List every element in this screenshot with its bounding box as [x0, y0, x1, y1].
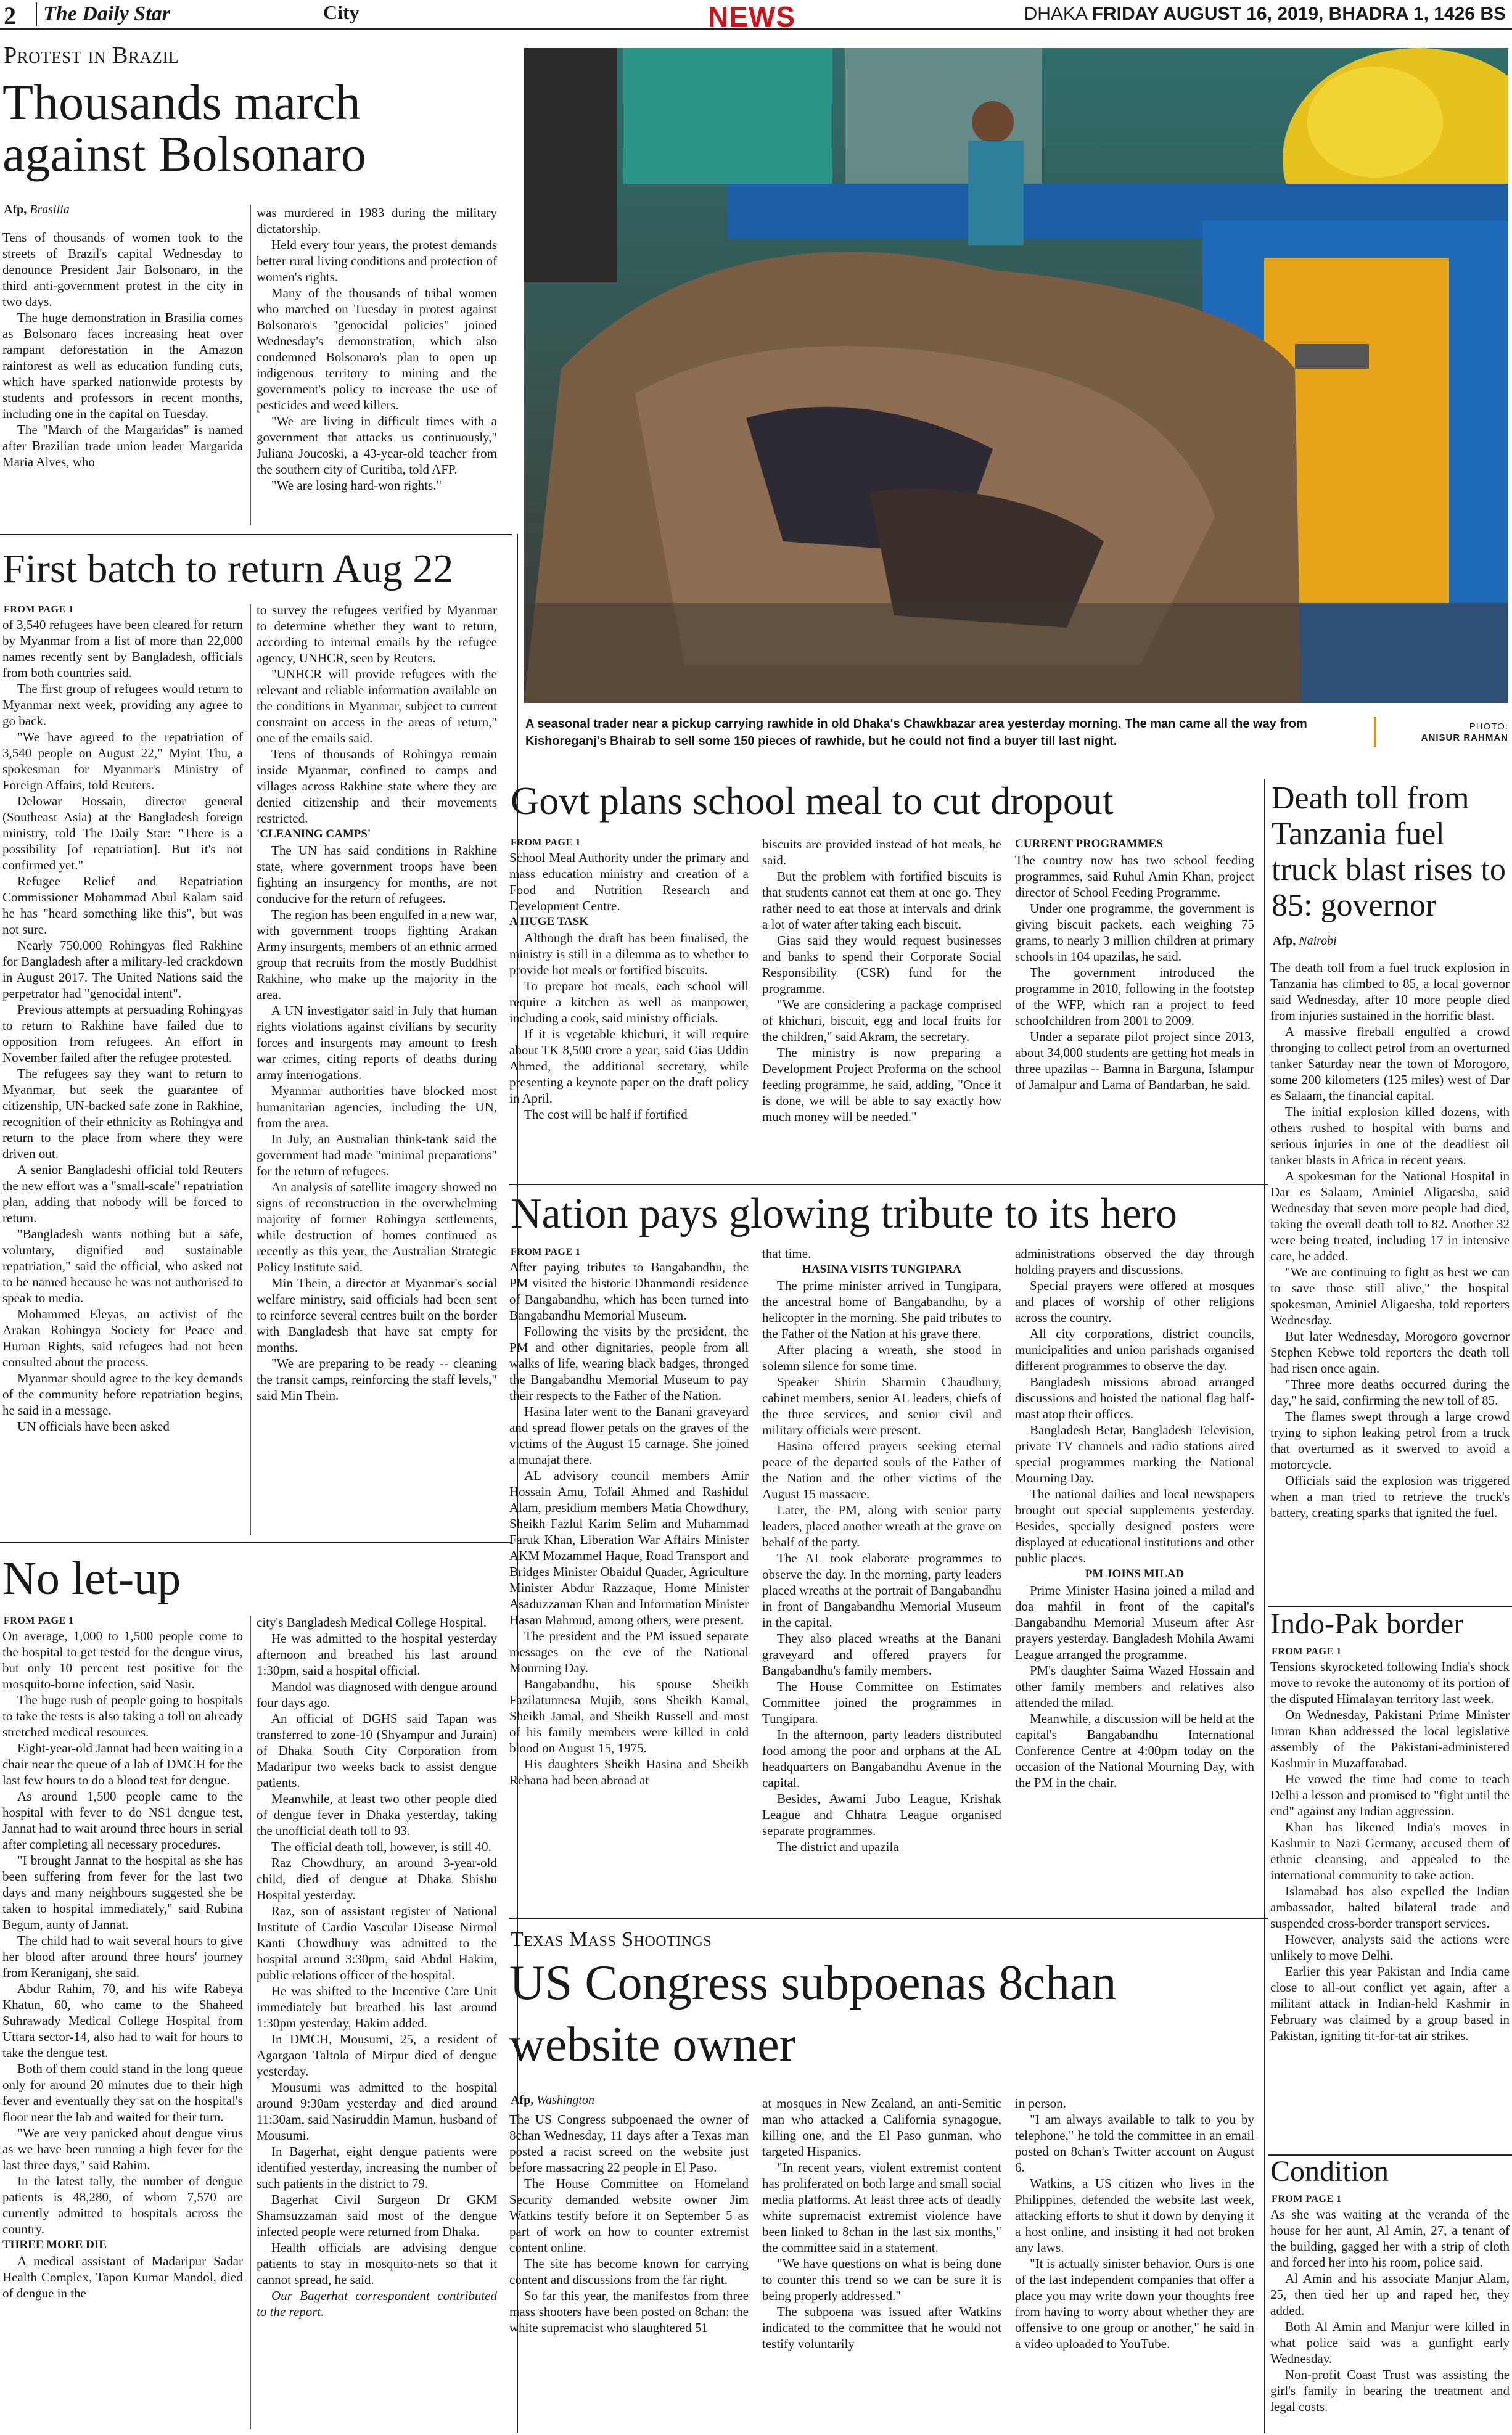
- paragraph: Bagerhat Civil Surgeon Dr GKM Shamsuzzaman said most of the dengue infected people were returned from Dhaka.: [257, 2192, 497, 2239]
- paragraph: biscuits are provided instead of hot meals, he said.: [762, 837, 1001, 868]
- dengue-credit: Our Bagerhat correspondent contributed to the report.: [257, 2288, 497, 2319]
- column-divider: [250, 205, 251, 525]
- paragraph: To prepare hot meals, each school will require a kitchen as well as manpower, including a cook, said ministry officials.: [509, 979, 749, 1025]
- paragraph: AL advisory council members Amir Hossain Amu, Tofail Ahmed and Rashidul Alam, presidium members Matia Chowdhury, Sheikh Fazlul Karim Selim and Muhammad Faruk Khan, Liberation War Affairs Minister AKM Mozammel Haque, Road Transport and Bridges Minister Obaidul Quader, Agriculture Minister Abdur Razzaque, Home Minister Asaduzzaman Khan and Information Minister Hasan Mahmud, among others, were present.: [509, 1468, 749, 1627]
- paragraph: A spokesman for the National Hospital in Dar es Salaam, Aminiel Aligaesha, said Wednesday that seven more people had died, taking the overall death toll to 82. Another 32 were being treated, including 17 in intensive care, he added.: [1270, 1168, 1510, 1263]
- paragraph: The cost will be half if fortified: [524, 1107, 688, 1122]
- paragraph: He was admitted to the hospital yesterday afternoon and breathed his last around 1:30pm, said a hospital official.: [257, 1631, 497, 1678]
- paragraph: Officials said the explosion was triggered when a man tried to retrieve the truck's battery, creating sparks that ignited the fuel.: [1270, 1473, 1510, 1520]
- schoolmeal-col2: [762, 836, 1001, 1179]
- paragraph: Previous attempts at persuading Rohingyas to return to Rakhine have failed due to opposition from refugees. An effort in November failed after the refugee protested.: [2, 1002, 243, 1065]
- paragraph: He was shifted to the Incentive Care Unit immediately but breathed his last around 1:30pm yesterday, Hakim added.: [257, 1984, 497, 2031]
- paragraph: However, analysts said the actions were unlikely to move Delhi.: [1270, 1932, 1510, 1963]
- paragraph: The House Committee on Homeland Security demanded website owner Jim Watkins testify before it on September 5 as part of work on how to counter extremist content online.: [509, 2176, 749, 2255]
- paragraph: The prime minister arrived in Tungipara, the ancestral home of Bangabandhu, by a helicopter in the morning. She paid tributes to the Father of the Nation at his grave there.: [762, 1278, 1001, 1341]
- paragraph: Both Al Amin and Manjur were killed in what police said was a gunfight early Wednesday.: [1270, 2319, 1510, 2366]
- paragraph: The ministry is now preparing a Development Project Proforma on the school feeding programme, he said, adding, "Once it is done, we will be able to say exactly how much money will be needed.": [762, 1045, 1001, 1124]
- paragraph: Earlier this year Pakistan and India came close to all-out conflict yet again, after a militant attack in Indian-held Kashmir in February was claimed by a group based in Pakistan, igniting tit-for-tat air strikes.: [1270, 1964, 1510, 2043]
- paragraph: As around 1,500 people came to the hospital with fever to do NS1 dengue test, Jannat had to wait around three hours in serial after completing all necessary procedures.: [2, 1789, 243, 1852]
- schoolmeal-col1-body: [509, 850, 749, 914]
- tribute-col3-body: [1015, 1246, 1254, 1566]
- paragraph: Myanmar authorities have blocked most humanitarian agencies, including the UN, from the area.: [257, 1083, 497, 1130]
- paragraph: Under one programme, the government is giving biscuit packets, each weighing 75 grams, to nearly 3 million children at primary schools in 104 upazilas, he said.: [1015, 901, 1254, 964]
- paragraph: Islamabad has also expelled the Indian ambassador, halted bilateral trade and suspended cross-border transport services.: [1270, 1884, 1510, 1931]
- tribute-col2-body: [762, 1246, 1001, 1262]
- dengue-headline: No let-up: [2, 1553, 181, 1604]
- paragraph: Raz Chowdhury, an around 3-year-old child, died of dengue at Dhaka Shishu Hospital yesterday.: [257, 1855, 497, 1902]
- paragraph: "We are preparing to be ready -- cleaning the transit camps, reinforcing the staff levels," said Min Thein.: [257, 1356, 497, 1403]
- dateline: [1024, 4, 1506, 25]
- paragraph: After paying tributes to Bangabandhu, the PM visited the historic Dhanmondi residence of Bangabandhu, which has been turned into Bangabandhu Memorial Museum.: [509, 1260, 749, 1323]
- paragraph: In DMCH, Mousumi, 25, a resident of Agargaon Taltola of Mirpur died of dengue yesterday.: [257, 2032, 497, 2079]
- paragraph: A UN investigator said in July that human rights violations against civilians by security forces and insurgents may amount to fresh war crimes, citing reports of deaths during army interrogations.: [257, 1003, 497, 1082]
- schoolmeal-col3-body: [1015, 852, 1254, 1093]
- eightchan-col1: [509, 2111, 749, 2432]
- paragraph: Many of the thousands of tribal women who marched on Tuesday in protest against Bolsonaro's "genocidal policies" joined Wednesday's demonstration, which also condemned Bolsonaro's plan to open up indigenous territory to mining and the government's policy to increase the use of pesticides and weed killers.: [257, 285, 497, 413]
- paragraph: Speaker Shirin Sharmin Chaudhury, cabinet members, senior AL leaders, chiefs of the three services, and senior civil and military officials were present.: [762, 1374, 1001, 1437]
- paragraph: Tensions skyrocketed following India's shock move to revoke the autonomy of its portion of the disputed Himalayan territory last week.: [1270, 1659, 1510, 1706]
- paragraph: UN officials have been asked: [17, 1419, 170, 1434]
- paragraph: Special prayers were offered at mosques and places of worship of other religions across the country.: [1015, 1278, 1254, 1325]
- paragraph: Min Thein, a director at Myanmar's social welfare ministry, said officials had been sent to reinforce several centres built on the border with Bangladesh that have sat empty for months.: [257, 1276, 497, 1355]
- paragraph: "I am always available to talk to you by telephone," he told the committee in an email posted on 8chan's Twitter account on August 6.: [1015, 2112, 1254, 2175]
- dengue-col2-body: [257, 1614, 497, 2288]
- tribute-headline: Nation pays glowing tribute to its hero: [511, 1190, 1177, 1238]
- bolsonaro-col2: [257, 205, 497, 525]
- tanzania-byline: [1273, 934, 1337, 948]
- paragraph: at mosques in New Zealand, an anti-Semitic man who attacked a California synagogue, killing one, and the El Paso gunman, who targeted Hispanics.: [762, 2096, 1001, 2159]
- story-divider: [509, 1918, 1268, 1919]
- paragraph: The child had to wait several hours to give her blood after around three hours' journey from Keraniganj, she said.: [2, 1933, 243, 1980]
- schoolmeal-col1-more: [509, 930, 749, 1122]
- paragraph: On average, 1,000 to 1,500 people come to the hospital to get tested for the dengue virus, but only 10 percent test positive for the mosquito-borne infection, said Nasir.: [2, 1628, 243, 1691]
- paragraph: Health officials are advising dengue patients to stay in mosquito-nets so that it cannot spread, he said.: [257, 2240, 497, 2287]
- dengue-col1-more: [2, 2253, 243, 2301]
- paragraph: The district and upazila: [777, 1839, 899, 1854]
- paragraph: Hasina later went to the Banani graveyard and spread flower petals on the graves of the victims of the August 15 carnage. She joined a munajat there.: [509, 1404, 749, 1467]
- paragraph: "We are continuing to fight as best we can to save those still alive," the hospital spokesman, Aminiel Aligaesha, told reporters Wednesday.: [1270, 1265, 1510, 1328]
- paragraph: Mousumi was admitted to the hospital around 9:30am yesterday and died around 11:30am, said Nasiruddin Mamun, husband of Mousumi.: [257, 2080, 497, 2143]
- schoolmeal-col1: [509, 850, 749, 1179]
- tribute-subhead2: PM JOINS MILAD: [1085, 1567, 1185, 1580]
- paragraph: Tens of thousands of Rohingya remain inside Myanmar, confined to camps and villages across Rakhine state where they are denied citizenship and their movements restricted.: [257, 747, 497, 826]
- eightchan-byline: [511, 2093, 594, 2108]
- paragraph: The refugees say they want to return to Myanmar, but seek the guarantee of citizenship, UN-backed safe zone in Rakhine, recognition of their ethnicity as Rohingya and return to the place from where they were driven out.: [2, 1066, 243, 1161]
- paragraph: "We are losing hard-won rights.": [271, 478, 442, 493]
- tribute-col2: [762, 1246, 1001, 1914]
- paragraph: Both of them could stand in the long queue only for around 20 minutes due to their high fever and eventually they sat on the hospital's floor near the lab and waited for their turn.: [2, 2061, 243, 2124]
- paragraph: "Bangladesh wants nothing but a safe, voluntary, dignified and sustainable repatriation," said the official, who asked not to be named because he was not authorised to speak to media.: [2, 1226, 243, 1305]
- byline-place: Washington: [536, 2093, 594, 2107]
- paragraph: He vowed the time had come to teach Delhi a lesson and promised to "fight until the end" against any Indian aggression.: [1270, 1772, 1510, 1818]
- tribute-col3: [1015, 1246, 1254, 1914]
- condition-from-page: FROM PAGE 1: [1272, 2194, 1342, 2204]
- byline-place: Brasilia: [30, 203, 70, 216]
- paragraph: Held every four years, the protest demands better rural living conditions and protection of women's rights.: [257, 237, 497, 284]
- byline-agency: Afp,: [1273, 934, 1296, 948]
- paragraph: to survey the refugees verified by Myanmar to determine whether they want to return, according to internal emails by the refugee agency, UNHCR, seen by Reuters.: [257, 602, 497, 665]
- paragraph: Raz, son of assistant register of National Institute of Cardio Vascular Disease Nirmol Kanti Chowdhury was admitted to the hospital around 3:30pm, said Abdul Hakim, public relations officer of the hospital.: [257, 1903, 497, 1982]
- paragraph: School Meal Authority under the primary and mass education ministry and creation of a Food and Nutrition Research and Development Centre.: [509, 850, 749, 913]
- page-number: 2: [4, 2, 16, 30]
- paragraph: Khan has likened India's moves in Kashmir to Nazi Germany, accused them of ethnic cleansing, and appealed to the international community to take action.: [1270, 1820, 1510, 1883]
- paragraph: city's Bangladesh Medical College Hospital.: [257, 1615, 487, 1630]
- paragraph: Mandol was diagnosed with dengue around four days ago.: [257, 1679, 497, 1710]
- paragraph: "We are living in difficult times with a government that attacks us continuously," Juliana Joucoski, a 43-year-old teacher from the southern city of Curitiba, told AFP.: [257, 414, 497, 477]
- paragraph: The US Congress subpoenaed the owner of 8chan Wednesday, 11 days after a Texas man posted a racist screed on the website just before massacring 22 people in El Paso.: [509, 2112, 749, 2175]
- bolsonaro-headline: Thousands march against Bolsonaro: [2, 74, 366, 182]
- paragraph: Al Amin and his associate Manjur Alam, 25, then tied her up and raped her, they added.: [1270, 2271, 1510, 2318]
- paragraph: Meanwhile, at least two other people died of dengue fever in Dhaka yesterday, taking the unofficial death toll to 93.: [257, 1791, 497, 1838]
- indopak-headline: Indo-Pak border: [1270, 1608, 1464, 1640]
- eightchan-kicker: Texas Mass Shootings: [511, 1928, 712, 1951]
- schoolmeal-from-page: FROM PAGE 1: [511, 837, 581, 848]
- paragraph: The president and the PM issued separate messages on the eve of the National Mourning Day.: [509, 1628, 749, 1675]
- paragraph: "We have questions on what is being done to counter this trend so we can be sure it is being properly addressed.": [762, 2256, 1001, 2303]
- byline-place: Nairobi: [1299, 934, 1337, 948]
- rohingya-col2: [257, 602, 497, 1537]
- tribute-col1: [509, 1259, 749, 1914]
- rawhide-photo: [524, 48, 1508, 703]
- paragraph: The flames swept through a large crowd trying to siphon leaking petrol from a truck that overturned as it swerved to avoid a motorcycle.: [1270, 1409, 1510, 1472]
- paragraph: Abdur Rahim, 70, and his wife Rabeya Khatun, 60, who came to the Shaheed Suhrawady Medical College Hospital from Uttara sector-14, also had to wait for hours to take the dengue test.: [2, 1981, 243, 2060]
- paragraph: Gias said they would request businesses and banks to spend their Corporate Social Responsibility (CSR) fund for the programme.: [762, 933, 1001, 996]
- paragraph: The official death toll, however, is still 40.: [271, 1839, 491, 1854]
- paragraph: But the problem with fortified biscuits is that students cannot eat them at one go. They rather need to eat those at intervals and drink a lot of water after taking each biscuit.: [762, 869, 1001, 932]
- dateline-date: FRIDAY AUGUST 16, 2019, BHADRA 1, 1426 BS: [1091, 4, 1506, 24]
- news-banner: NEWS: [708, 1, 795, 33]
- paragraph: Prime Minister Hasina joined a milad and doa mahfil in front of the capital's Bangabandhu Memorial Museum after Asr prayers yesterday. Bangladesh Mohila Awami League arranged the programme.: [1015, 1583, 1254, 1662]
- column-divider: [250, 604, 251, 1535]
- paragraph: The national dailies and local newspapers brought out special supplements yesterday. Besides, specially designed posters were displayed at educational institutions and other public places.: [1015, 1487, 1254, 1566]
- paragraph: Myanmar should agree to the key demands of the community before repatriation begins, he said in a message.: [2, 1371, 243, 1418]
- paragraph: As she was waiting at the veranda of the house for her aunt, Al Amin, 27, a tenant of the building, gagged her with a strip of cloth and forced her into his room, police said.: [1270, 2207, 1510, 2270]
- paragraph: Eight-year-old Jannat had been waiting in a chair near the queue of a lab of DMCH for the last few hours to do a blood test for dengue.: [2, 1741, 243, 1788]
- tanzania-headline: Death toll from Tanzania fuel truck blast rises to 85: governor: [1272, 781, 1506, 923]
- paragraph: Tens of thousands of women took to the streets of Brazil's capital Wednesday to denounce President Jair Bolsonaro, in the third anti-government protest in the city in two days.: [2, 230, 243, 309]
- paragraph: The site has become known for carrying content and discussions from the far right.: [509, 2256, 749, 2287]
- paragraph: that time.: [762, 1246, 811, 1261]
- rohingya-col1: [2, 617, 243, 1534]
- paragraph: On Wednesday, Pakistani Prime Minister Imran Khan addressed the local legislative assembly of the Pakistani-administered Kashmir in Muzaffarabad.: [1270, 1707, 1510, 1770]
- caption-accent: [1374, 717, 1376, 747]
- section-label: City: [323, 1, 360, 23]
- paragraph: Although the draft has been finalised, the ministry is still in a dilemma as to whether to provide hot meals or fortified biscuits.: [509, 930, 749, 977]
- rohingya-col2-body: [257, 602, 497, 826]
- dengue-from-page: FROM PAGE 1: [4, 1616, 74, 1626]
- rawhide-photo-image: [524, 48, 1508, 703]
- byline-agency: Afp,: [511, 2093, 534, 2107]
- page-divider: [1264, 779, 1265, 2433]
- paragraph: In the latest tally, the number of dengue patients is 48,280, of whom 7,570 are currently admitted to hospitals across the country.: [2, 2174, 243, 2236]
- bolsonaro-col1: [2, 229, 243, 523]
- dengue-col1-body: [2, 1628, 243, 2237]
- rohingya-from-page: FROM PAGE 1: [4, 604, 74, 615]
- byline-agency: Afp,: [4, 203, 27, 216]
- paragraph: PM's daughter Saima Wazed Hossain and other family members and relatives also attended the milad.: [1015, 1663, 1254, 1710]
- schoolmeal-col3: [1015, 836, 1254, 1179]
- paragraph: "Three more deaths occurred during the day," he said, confirming the new toll of 85.: [1270, 1377, 1510, 1408]
- paragraph: After placing a wreath, she stood in solemn silence for some time.: [762, 1342, 1001, 1373]
- paragraph: "UNHCR will provide refugees with the relevant and reliable information available on the conditions in Myanmar, subject to current constraint on access in the areas of return," one of the emails said.: [257, 667, 497, 745]
- paper-logo: The Daily Star: [36, 2, 170, 26]
- rohingya-subhead: 'CLEANING CAMPS': [257, 827, 371, 840]
- paragraph: "In recent years, violent extremist content has proliferated on both large and small social media platforms. At least three acts of deadly white supremacist extremist violence have been linked to 8chan in the last six months," the committee said in a statement.: [762, 2160, 1001, 2255]
- paragraph: Meanwhile, a discussion will be held at the capital's Bangabandhu International Conference Centre at 4:00pm today on the occasion of the National Mourning Day, with the PM in the chair.: [1015, 1711, 1254, 1790]
- eightchan-headline: US Congress subpoenas 8chan website owner: [509, 1956, 1117, 2072]
- column-divider: [250, 1616, 251, 2429]
- paragraph: The AL took elaborate programmes to observe the day. In the morning, party leaders placed wreaths at the portrait of Bangabandhu in front of Bangabandhu Memorial Museum in the capital.: [762, 1551, 1001, 1630]
- bolsonaro-kicker: Protest in Brazil: [4, 43, 179, 68]
- photo-credit: [1381, 721, 1508, 744]
- paragraph: The region has been engulfed in a new war, with government troops fighting Arakan Army insurgents, members of an ethnic armed group that recruits from the mostly Buddhist Rakhine, who make up the majority in the area.: [257, 907, 497, 1002]
- rohingya-col2-more: [257, 842, 497, 1403]
- paragraph: Hasina offered prayers seeking eternal peace of the departed souls of the Father of the Nation and the other victims of the August 15 massacre.: [762, 1439, 1001, 1501]
- paragraph: "We have agreed to the repatriation of 3,540 people on August 22," Myint Thu, a spokesman for Myanmar's Ministry of Foreign Affairs, told Reuters.: [2, 729, 243, 792]
- dengue-col1: [2, 1628, 243, 2431]
- paragraph: Later, the PM, along with senior party leaders, placed another wreath at the grave on behalf of the party.: [762, 1503, 1001, 1550]
- paragraph: The country now has two school feeding programmes, said Ruhul Amin Khan, project director of School Feeding Programme.: [1015, 853, 1254, 900]
- schoolmeal-subhead2: CURRENT PROGRAMMES: [1015, 837, 1163, 850]
- paragraph: Under a separate pilot project since 2013, about 34,000 students are getting hot meals in three upazilas -- Bamna in Barguna, Islampur of Jamalpur and Lama of Bandarban, he said.: [1015, 1029, 1254, 1092]
- paragraph: So far this year, the manifestos from three mass shooters have been posted on 8chan: the white supremacist who slaughtered 51: [509, 2288, 749, 2335]
- paragraph: Non-profit Coast Trust was assisting the girl's family in bearing the treatment and legal costs.: [1270, 2367, 1510, 2414]
- paragraph: The huge demonstration in Brasilia comes as Bolsonaro faces increasing heat over rampant deforestation in the Amazon rainforest as well as education funding cuts, which have sparked nationwide protests by students and professors in recent months, including one in the capital on Tuesday.: [2, 310, 243, 421]
- paragraph: The government introduced the programme in 2010, following in the footstep of the WFP, which ran a project to feed schoolchildren from 2001 to 2009.: [1015, 965, 1254, 1028]
- paragraph: "I brought Jannat to the hospital as she has been suffering from fever for the last two days and many neighbours suggested she be taken to hospital immediately," said Rubina Begum, aunty of Jannat.: [2, 1853, 243, 1932]
- paragraph: The initial explosion killed dozens, with others rushed to hospital with burns and serious injuries in one of the deadliest oil tanker blasts in Africa in recent years.: [1270, 1104, 1510, 1167]
- tanzania-body: [1270, 959, 1510, 1602]
- paragraph: administrations observed the day through holding prayers and discussions.: [1015, 1246, 1254, 1277]
- indopak-from-page: FROM PAGE 1: [1272, 1646, 1342, 1657]
- paragraph: An official of DGHS said Tapan was transferred to zone-10 (Shyampur and Jurain) of Dhaka South City Corporation from Madaripur two weeks back to assist dengue patients.: [257, 1711, 497, 1790]
- credit-label: PHOTO:: [1469, 721, 1508, 732]
- paragraph: Refugee Relief and Repatriation Commissioner Mohammad Abul Kalam said he has "heard something like this", but was not sure.: [2, 874, 243, 937]
- credit-name: ANISUR RAHMAN: [1421, 733, 1508, 743]
- paragraph: In July, an Australian think-tank said the government had made "minimal preparations" for the return of refugees.: [257, 1131, 497, 1178]
- paragraph: His daughters Sheikh Hasina and Sheikh Rehana had been abroad at: [509, 1757, 749, 1788]
- condition-body: [1270, 2206, 1510, 2432]
- paragraph: The huge rush of people going to hospitals to take the tests is also taking a toll on already stretched medical resources.: [2, 1693, 243, 1739]
- paragraph: was murdered in 1983 during the military dictatorship.: [257, 205, 497, 236]
- paragraph: All city corporations, district councils, municipalities and union parishads organised different programmes to observe the day.: [1015, 1326, 1254, 1373]
- paragraph: The first group of refugees would return to Myanmar next week, providing any agree to go back.: [2, 681, 243, 728]
- paragraph: of 3,540 refugees have been cleared for return by Myanmar from a list of more than 22,000 names recently sent by Bangladesh, officials from both countries said.: [2, 617, 243, 680]
- paragraph: in person.: [1015, 2096, 1066, 2111]
- paragraph: A senior Bangladeshi official told Reuters the new effort was a "small-scale" repatriation plan, adding that nobody will be forced to return.: [2, 1162, 243, 1225]
- paragraph: In the afternoon, party leaders distributed food among the poor and orphans at the AL headquarters on Bangabandhu Avenue in the capital.: [762, 1727, 1001, 1790]
- paragraph: "It is actually sinister behavior. Ours is one of the last independent companies that offer a place you may write down your thoughts free from having to worry about whether they are offensive to one group or another," he said in a video uploaded to YouTube.: [1015, 2256, 1254, 2351]
- paragraph: "We are very panicked about dengue virus as we have been running a high fever for the last three days," said Rahim.: [2, 2125, 243, 2172]
- paragraph: They also placed wreaths at the Banani graveyard and offered prayers for Bangabandhu's family members.: [762, 1631, 1001, 1678]
- tribute-col3-more: [1015, 1582, 1254, 1791]
- tribute-col2-more: [762, 1278, 1001, 1855]
- tribute-subhead1: HASINA VISITS TUNGIPARA: [802, 1263, 961, 1276]
- paragraph: The death toll from a fuel truck explosion in Tanzania has climbed to 85, a local governor said Wednesday, after 10 more people died from injuries sustained in the horrific blast.: [1270, 960, 1510, 1023]
- paragraph: Bangladesh Betar, Bangladesh Television, private TV channels and radio stations aired special programmes marking the National Mourning Day.: [1015, 1423, 1254, 1485]
- photo-caption: A seasonal trader near a pickup carrying rawhide in old Dhaka's Chawkbazar area yesterday morning. The man came all the way from Kishoreganj's Bhairab to sell some 150 pieces of rawhide, but he could not find a buyer till last night.: [525, 717, 1307, 748]
- paragraph: Bangladesh missions abroad arranged discussions and hoisted the national flag half-mast atop their offices.: [1015, 1374, 1254, 1421]
- paragraph: Mohammed Eleyas, an activist of the Arakan Rohingya Society for Peace and Human Rights, said refugees had not been consulted about the process.: [2, 1307, 243, 1369]
- eightchan-col3: [1015, 2095, 1254, 2432]
- tribute-from-page: FROM PAGE 1: [511, 1247, 581, 1257]
- paragraph: If it is vegetable khichuri, it will require about TK 8,500 crore a year, said Gias Uddin Ahmed, the additional secretary, while presenting a keynote paper on the draft policy in April.: [509, 1027, 749, 1106]
- paragraph: A medical assistant of Madaripur Sadar Health Complex, Tapon Kumar Mandol, died of dengue in the: [2, 2254, 243, 2301]
- paragraph: Bangabandhu, his spouse Sheikh Fazilatunnesa Mujib, sons Sheikh Kamal, Sheikh Jamal, and Sheikh Russell and most of his family members were killed in cold blood on August 15, 1975.: [509, 1677, 749, 1755]
- paragraph: Delowar Hossain, director general (Southeast Asia) at the Bangladesh foreign ministry, told The Daily Star: "There is a possibility [of repatriation]. But it's not confirmed yet.": [2, 794, 243, 873]
- eightchan-col2: [762, 2095, 1001, 2432]
- dengue-subhead: THREE MORE DIE: [2, 2238, 107, 2251]
- dengue-col2: [257, 1614, 497, 2432]
- paragraph: The House Committee on Estimates Committee joined the programmes in Tungipara.: [762, 1679, 1001, 1726]
- condition-headline: Condition: [1270, 2155, 1389, 2188]
- paragraph: The "March of the Margaridas" is named after Brazilian trade union leader Margarida Maria Alves, who: [2, 422, 243, 469]
- schoolmeal-headline: Govt plans school meal to cut dropout: [511, 779, 1114, 823]
- rohingya-headline: First batch to return Aug 22: [2, 546, 454, 591]
- paragraph: Besides, Awami Jubo League, Krishak League and Chhatra League organised separate programmes.: [762, 1791, 1001, 1838]
- story-divider: [1268, 1606, 1512, 1607]
- paragraph: A massive fireball engulfed a crowd thronging to collect petrol from an overturned tanker Saturday near the town of Morogoro, some 200 kilometers (125 miles) west of Dar es Salaam, the financial capital.: [1270, 1024, 1510, 1103]
- dateline-city: DHAKA: [1024, 4, 1087, 24]
- paragraph: In Bagerhat, eight dengue patients were identified yesterday, increasing the number of such patients in the district to 79.: [257, 2144, 497, 2191]
- paragraph: But later Wednesday, Morogoro governor Stephen Kebwe told reporters the death toll had risen once again.: [1270, 1329, 1510, 1376]
- story-divider: [0, 534, 512, 535]
- paragraph: An analysis of satellite imagery showed no signs of reconstruction in the overwhelming majority of former Rohingya settlements, while destruction of homes continued as recently as this year, the Australian Strategic Policy Institute said.: [257, 1180, 497, 1275]
- paragraph: Nearly 750,000 Rohingyas fled Rakhine for Bangladesh after a military-led crackdown in August 2017. The United Nations said the perpetrator had "genocidal intent".: [2, 938, 243, 1001]
- paragraph: "We are considering a package comprised of khichuri, biscuit, egg and local fruits for the children," said Akram, the secretary.: [762, 997, 1001, 1044]
- story-divider: [509, 1184, 1268, 1185]
- schoolmeal-subhead1: A HUGE TASK: [509, 915, 589, 928]
- paragraph: Following the visits by the president, the PM and other dignitaries, people from all walks of life, wearing black badges, thronged the Bangabandhu Memorial Museum to pay their respects to the Father of the Nation.: [509, 1324, 749, 1403]
- story-divider: [0, 1542, 512, 1543]
- indopak-body: [1270, 1659, 1510, 2152]
- paragraph: Watkins, a US citizen who lives in the Philippines, defended the website last week, attacking efforts to shut it down by denying it a host online, and insisting it had not broken any laws.: [1015, 2176, 1254, 2255]
- bolsonaro-byline: [4, 202, 70, 217]
- paragraph: The UN has said conditions in Rakhine state, where government troops have been fighting an insurgency for months, are not conducive for the return of refugees.: [257, 843, 497, 906]
- paragraph: The subpoena was issued after Watkins indicated to the committee that he would not testify voluntarily: [762, 2304, 1001, 2351]
